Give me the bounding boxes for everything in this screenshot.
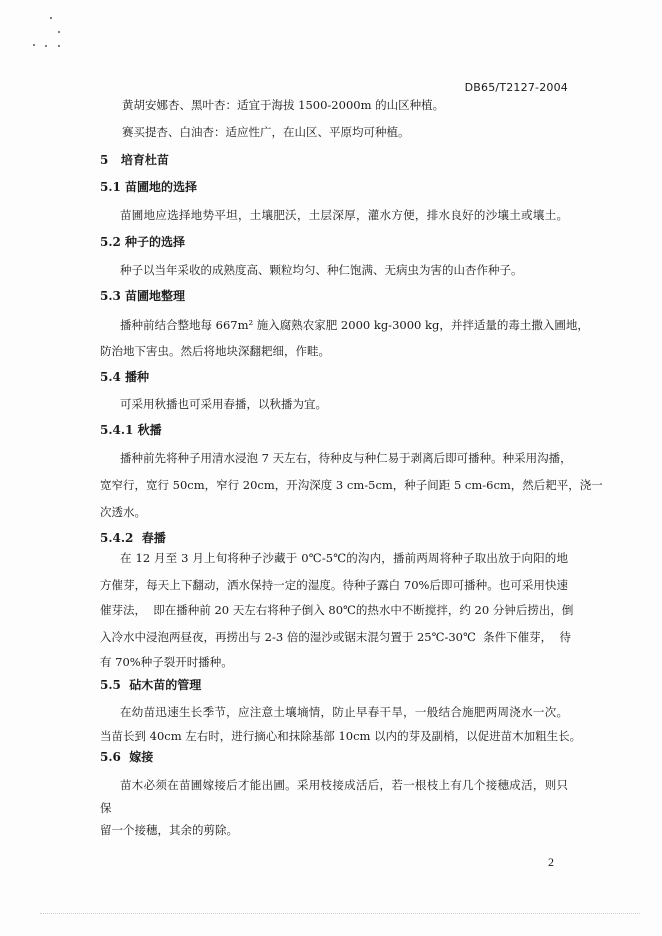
variety-line-2: 赛买提杏、白油杏：适应性广，在山区、平原均可种植。 (122, 125, 410, 139)
body-line: 在 12 月至 3 月上旬将种子沙藏于 0℃-5℃的沟内，播前两周将种子取出放于向阳的地 (120, 551, 568, 565)
body-line: 在幼苗迅速生长季节，应注意土壤墒情，防止早春干旱，一般结合施肥两周浇水一次。 (120, 705, 568, 719)
body-line: 保 (100, 801, 112, 815)
scan-speck (58, 45, 60, 47)
body-line: 防治地下害虫。然后将地块深翻耙细，作畦。 (100, 344, 330, 358)
heading-5-4-1: 5.4.1 秋播 (100, 423, 162, 437)
heading-5-1: 5.1 苗圃地的选择 (100, 180, 198, 194)
body-line: 可采用秋播也可采用春播，以秋播为宜。 (120, 397, 327, 411)
body-line: 次透水。 (100, 505, 146, 519)
body-line: 入冷水中浸泡两昼夜，再捞出与 2-3 倍的湿沙或锯末混匀置于 25℃-30℃ 条件下催芽， 待 (100, 630, 571, 644)
heading-5-6: 5.6 嫁接 (100, 750, 154, 764)
heading-5-4: 5.4 播种 (100, 370, 150, 384)
scan-speck (45, 45, 47, 47)
body-line: 方催芽，每天上下翻动，洒水保持一定的湿度。待种子露白 70%后即可播种。也可采用快速 (100, 578, 568, 592)
body-line: 留一个接穗，其余的剪除。 (100, 823, 238, 837)
body-line: 苗圃地应选择地势平坦，土壤肥沃，土层深厚，灌水方便，排水良好的沙壤土或壤土。 (120, 208, 568, 222)
scan-speck (50, 17, 52, 19)
scan-speck (33, 44, 35, 46)
document-code: DB65/T2127-2004 (464, 81, 568, 94)
body-line: 当苗长到 40cm 左右时，进行摘心和抹除基部 10cm 以内的芽及副梢，以促进苗木加粗生长。 (100, 729, 582, 743)
heading-5: 5 培育杜苗 (100, 153, 169, 167)
body-line: 宽窄行，宽行 50cm，窄行 20cm，开沟深度 3 cm-5cm，种子间距 5 cm-6cm，然后耙平，浇一 (100, 478, 603, 492)
body-line: 种子以当年采收的成熟度高、颗粒均匀、种仁饱满、无病虫为害的山杏作种子。 (120, 263, 523, 277)
scan-edge-line (40, 913, 640, 914)
body-line: 苗木必须在苗圃嫁接后才能出圃。采用枝接成活后，若一根枝上有几个接穗成活，则只 (120, 778, 568, 792)
variety-line-1: 黄胡安娜杏、黑叶杏：适宜于海拔 1500-2000m 的山区种植。 (122, 98, 445, 112)
scan-speck (58, 31, 60, 33)
page-number: 2 (548, 855, 554, 869)
body-line: 催芽法， 即在播种前 20 天左右将种子倒入 80℃的热水中不断搅拌，约 20 分钟后捞出，倒 (100, 603, 574, 617)
body-line: 播种前先将种子用清水浸泡 7 天左右，待种皮与种仁易于剥离后即可播种。种采用沟播， (120, 451, 572, 465)
heading-5-4-2: 5.4.2 春播 (100, 531, 166, 545)
heading-5-2: 5.2 种子的选择 (100, 235, 186, 249)
heading-5-3: 5.3 苗圃地整理 (100, 289, 186, 303)
body-line: 播种前结合整地每 667m² 施入腐熟农家肥 2000 kg-3000 kg，并拌适量的毒土撒入圃地， (120, 318, 589, 332)
body-line: 有 70%种子裂开时播种。 (100, 655, 233, 669)
heading-5-5: 5.5 砧木苗的管理 (100, 678, 202, 692)
